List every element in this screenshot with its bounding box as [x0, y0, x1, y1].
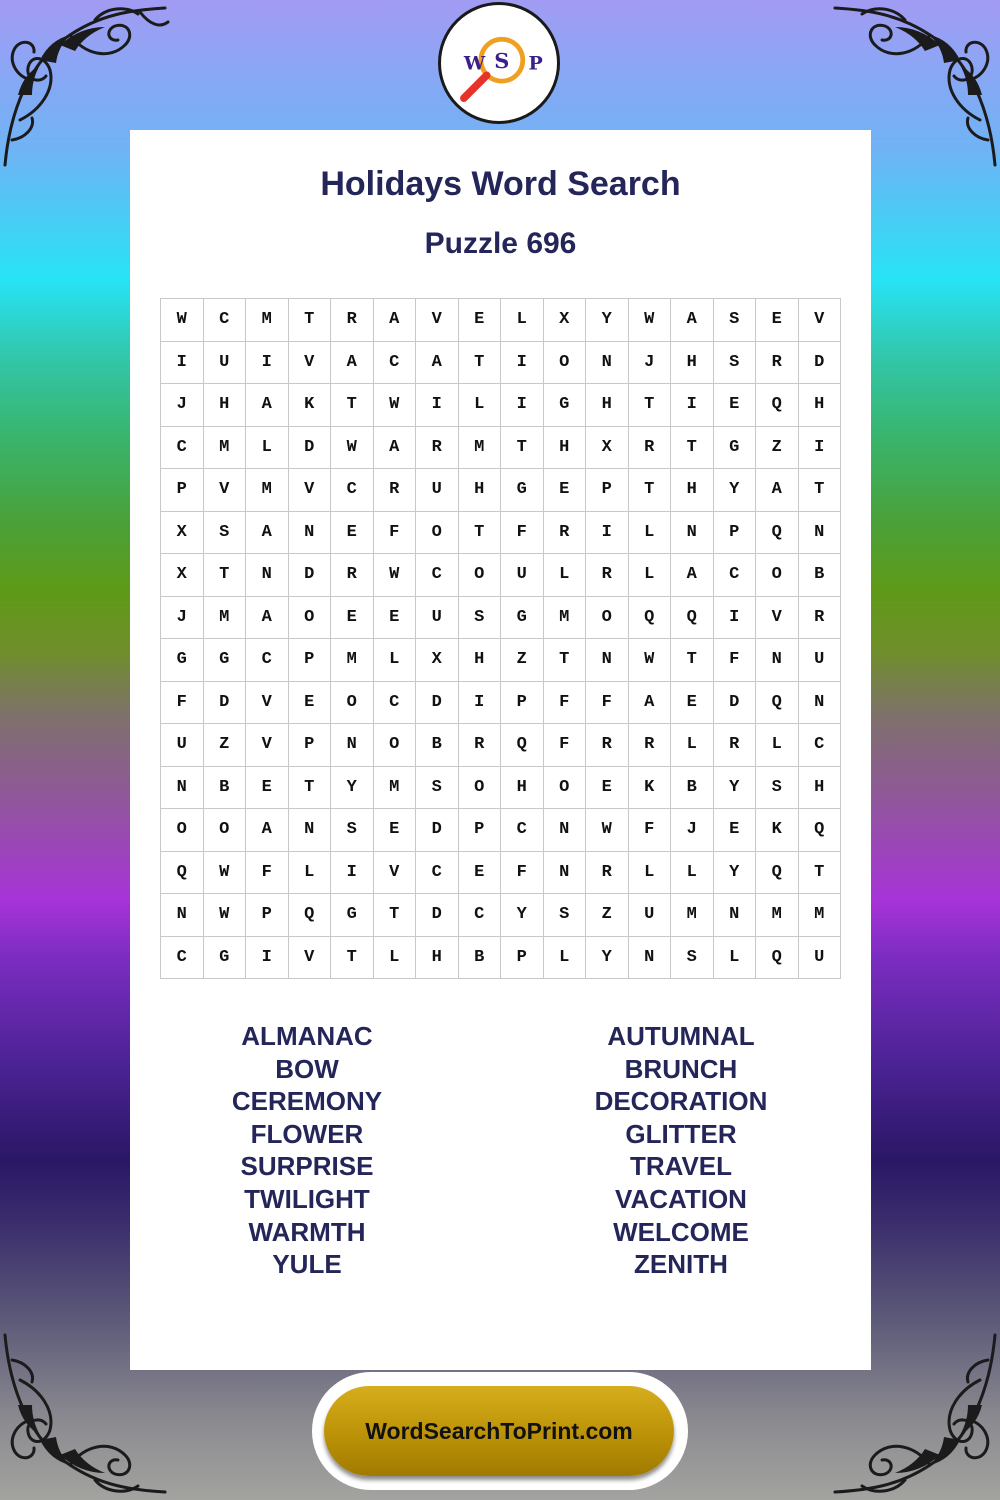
grid-cell[interactable]: U	[501, 554, 544, 597]
grid-cell[interactable]: C	[501, 809, 544, 852]
grid-cell[interactable]: M	[331, 639, 374, 682]
grid-cell[interactable]: Z	[501, 639, 544, 682]
grid-cell[interactable]: F	[501, 512, 544, 555]
grid-cell[interactable]: N	[331, 724, 374, 767]
grid-cell[interactable]: X	[161, 512, 204, 555]
grid-cell[interactable]: N	[246, 554, 289, 597]
grid-cell[interactable]: T	[799, 852, 842, 895]
grid-cell[interactable]: A	[374, 427, 417, 470]
grid-cell[interactable]: L	[459, 384, 502, 427]
grid-cell[interactable]: C	[416, 554, 459, 597]
grid-cell[interactable]: B	[799, 554, 842, 597]
grid-cell[interactable]: F	[246, 852, 289, 895]
grid-cell[interactable]: S	[204, 512, 247, 555]
grid-cell[interactable]: J	[671, 809, 714, 852]
grid-cell[interactable]: N	[161, 894, 204, 937]
grid-cell[interactable]: D	[204, 682, 247, 725]
grid-cell[interactable]: P	[501, 937, 544, 980]
grid-cell[interactable]: L	[544, 554, 587, 597]
grid-cell[interactable]: T	[374, 894, 417, 937]
grid-cell[interactable]: T	[289, 767, 332, 810]
grid-cell[interactable]: N	[289, 512, 332, 555]
grid-cell[interactable]: E	[671, 682, 714, 725]
grid-cell[interactable]: Q	[756, 384, 799, 427]
magnifier-logo-icon	[441, 5, 557, 121]
grid-cell[interactable]: C	[374, 682, 417, 725]
footer-banner	[312, 1372, 688, 1490]
puzzle-number: Puzzle 696	[424, 227, 577, 260]
grid-cell[interactable]: N	[714, 894, 757, 937]
grid-cell[interactable]: Q	[161, 852, 204, 895]
grid-cell[interactable]: O	[374, 724, 417, 767]
grid-cell[interactable]: P	[459, 809, 502, 852]
grid-cell[interactable]: G	[161, 639, 204, 682]
word-list-item: AUTUMNAL	[607, 1021, 755, 1051]
grid-cell[interactable]: L	[671, 852, 714, 895]
word-list-item: SURPRISE	[240, 1151, 374, 1182]
grid-cell[interactable]: M	[246, 299, 289, 342]
grid-cell[interactable]: Y	[714, 767, 757, 810]
grid-cell[interactable]: T	[544, 639, 587, 682]
grid-cell[interactable]: I	[161, 342, 204, 385]
grid-cell[interactable]: V	[374, 852, 417, 895]
grid-cell[interactable]: P	[586, 469, 629, 512]
grid-cell[interactable]: U	[204, 342, 247, 385]
grid-cell[interactable]: A	[246, 809, 289, 852]
grid-cell[interactable]: C	[374, 342, 417, 385]
grid-cell[interactable]: O	[459, 767, 502, 810]
grid-cell[interactable]: V	[204, 469, 247, 512]
grid-cell[interactable]: I	[501, 342, 544, 385]
grid-cell[interactable]: T	[204, 554, 247, 597]
grid-cell[interactable]: N	[544, 852, 587, 895]
grid-cell[interactable]: R	[629, 724, 672, 767]
grid-cell[interactable]: F	[544, 682, 587, 725]
grid-cell[interactable]: V	[756, 597, 799, 640]
grid-cell[interactable]: Y	[331, 767, 374, 810]
grid-cell[interactable]: R	[629, 427, 672, 470]
grid-cell[interactable]: F	[629, 809, 672, 852]
logo-letter-w: W	[463, 52, 486, 75]
grid-cell[interactable]: W	[204, 894, 247, 937]
grid-cell[interactable]: E	[459, 852, 502, 895]
grid-cell[interactable]: K	[756, 809, 799, 852]
grid-cell[interactable]: A	[246, 384, 289, 427]
word-list-item: CEREMONY	[231, 1086, 383, 1117]
grid-cell[interactable]: D	[416, 894, 459, 937]
grid-cell[interactable]: G	[204, 937, 247, 980]
grid-cell[interactable]: J	[629, 342, 672, 385]
grid-cell[interactable]: F	[544, 724, 587, 767]
grid-cell[interactable]: L	[756, 724, 799, 767]
grid-cell[interactable]: R	[331, 299, 374, 342]
grid-cell[interactable]: D	[289, 427, 332, 470]
grid-cell[interactable]: N	[799, 682, 842, 725]
word-list	[130, 1020, 871, 1281]
logo-letter-p: P	[528, 52, 543, 75]
word-list-item: BOW	[275, 1053, 339, 1084]
grid-cell[interactable]: Q	[629, 597, 672, 640]
grid-cell[interactable]: H	[459, 639, 502, 682]
grid-cell[interactable]: G	[331, 894, 374, 937]
grid-cell[interactable]: X	[161, 554, 204, 597]
grid-cell[interactable]: Q	[756, 937, 799, 980]
grid-cell[interactable]: O	[161, 809, 204, 852]
grid-cell[interactable]: H	[799, 384, 842, 427]
grid-cell[interactable]: P	[289, 724, 332, 767]
grid-cell[interactable]: A	[629, 682, 672, 725]
grid-cell[interactable]: O	[544, 342, 587, 385]
grid-cell[interactable]: P	[161, 469, 204, 512]
grid-cell[interactable]: U	[799, 937, 842, 980]
grid-cell[interactable]: P	[289, 639, 332, 682]
grid-cell[interactable]: I	[416, 384, 459, 427]
grid-cell[interactable]: N	[544, 809, 587, 852]
grid-cell[interactable]: W	[374, 384, 417, 427]
grid-cell[interactable]: E	[586, 767, 629, 810]
grid-cell[interactable]: G	[204, 639, 247, 682]
grid-cell[interactable]: B	[204, 767, 247, 810]
grid-cell[interactable]: S	[459, 597, 502, 640]
grid-cell[interactable]: C	[331, 469, 374, 512]
grid-cell[interactable]: I	[799, 427, 842, 470]
grid-cell[interactable]: A	[756, 469, 799, 512]
grid-cell[interactable]: Y	[714, 469, 757, 512]
grid-cell[interactable]: E	[459, 299, 502, 342]
grid-cell[interactable]: E	[374, 597, 417, 640]
grid-cell[interactable]: E	[714, 809, 757, 852]
grid-cell[interactable]: U	[416, 469, 459, 512]
grid-cell[interactable]: Y	[714, 852, 757, 895]
word-list-item: FLOWER	[250, 1118, 364, 1149]
grid-cell[interactable]: C	[161, 427, 204, 470]
grid-cell[interactable]: Y	[586, 299, 629, 342]
grid-cell[interactable]: L	[544, 937, 587, 980]
grid-cell[interactable]: O	[331, 682, 374, 725]
grid-cell[interactable]: E	[544, 469, 587, 512]
grid-cell[interactable]: N	[289, 809, 332, 852]
grid-cell[interactable]: T	[671, 427, 714, 470]
grid-cell[interactable]: R	[586, 724, 629, 767]
grid-cell[interactable]: N	[586, 639, 629, 682]
grid-cell[interactable]: U	[161, 724, 204, 767]
grid-cell[interactable]: Z	[586, 894, 629, 937]
grid-cell[interactable]: A	[246, 597, 289, 640]
grid-cell[interactable]: F	[586, 682, 629, 725]
grid-cell[interactable]: B	[671, 767, 714, 810]
grid-cell[interactable]: L	[629, 512, 672, 555]
grid-cell[interactable]: H	[671, 469, 714, 512]
grid-cell[interactable]: A	[374, 299, 417, 342]
grid-cell[interactable]: M	[544, 597, 587, 640]
grid-cell[interactable]: I	[246, 937, 289, 980]
grid-cell[interactable]: A	[331, 342, 374, 385]
grid-cell[interactable]: P	[714, 512, 757, 555]
word-list-item: YULE	[272, 1249, 342, 1280]
grid-cell[interactable]: Q	[756, 512, 799, 555]
grid-cell[interactable]: M	[246, 469, 289, 512]
grid-cell[interactable]: W	[586, 809, 629, 852]
grid-cell[interactable]: F	[374, 512, 417, 555]
grid-cell[interactable]: D	[799, 342, 842, 385]
grid-cell[interactable]: B	[459, 937, 502, 980]
grid-cell[interactable]: N	[161, 767, 204, 810]
grid-cell[interactable]: O	[586, 597, 629, 640]
grid-cell[interactable]: G	[501, 597, 544, 640]
grid-cell[interactable]: J	[161, 597, 204, 640]
grid-cell[interactable]: L	[714, 937, 757, 980]
grid-cell[interactable]: D	[416, 682, 459, 725]
grid-cell[interactable]: D	[416, 809, 459, 852]
grid-cell[interactable]: Q	[756, 682, 799, 725]
grid-cell[interactable]: Q	[671, 597, 714, 640]
grid-cell[interactable]: O	[289, 597, 332, 640]
grid-cell[interactable]: U	[799, 639, 842, 682]
grid-cell[interactable]: C	[246, 639, 289, 682]
grid-cell[interactable]: H	[501, 767, 544, 810]
grid-cell[interactable]: Z	[756, 427, 799, 470]
grid-cell[interactable]: R	[586, 852, 629, 895]
grid-cell[interactable]: I	[246, 342, 289, 385]
grid-cell[interactable]: T	[629, 384, 672, 427]
letter-grid	[160, 298, 841, 979]
word-list-item: ALMANAC	[241, 1021, 373, 1051]
grid-cell[interactable]: O	[416, 512, 459, 555]
site-link-label: WordSearchToPrint.com	[365, 1417, 633, 1444]
word-list-item: GLITTER	[625, 1118, 737, 1149]
grid-cell[interactable]: S	[416, 767, 459, 810]
grid-cell[interactable]: V	[246, 682, 289, 725]
word-list-item: DECORATION	[594, 1086, 768, 1117]
grid-cell[interactable]: S	[671, 937, 714, 980]
grid-cell[interactable]: E	[246, 767, 289, 810]
grid-cell[interactable]: P	[501, 682, 544, 725]
grid-cell[interactable]: L	[671, 724, 714, 767]
grid-cell[interactable]: G	[544, 384, 587, 427]
grid-cell[interactable]: G	[714, 427, 757, 470]
grid-cell[interactable]: W	[331, 427, 374, 470]
grid-cell[interactable]: R	[586, 554, 629, 597]
word-list-item: VACATION	[615, 1183, 747, 1214]
grid-cell[interactable]: D	[714, 682, 757, 725]
grid-cell[interactable]: I	[331, 852, 374, 895]
grid-cell[interactable]: I	[671, 384, 714, 427]
logo-letter-s: S	[494, 47, 510, 73]
grid-cell[interactable]: E	[714, 384, 757, 427]
grid-cell[interactable]: T	[459, 342, 502, 385]
word-list-item: TRAVEL	[629, 1151, 733, 1182]
grid-cell[interactable]: T	[459, 512, 502, 555]
grid-cell[interactable]: R	[544, 512, 587, 555]
grid-cell[interactable]: L	[374, 639, 417, 682]
grid-cell[interactable]: T	[671, 639, 714, 682]
grid-cell[interactable]: C	[204, 299, 247, 342]
grid-cell[interactable]: R	[459, 724, 502, 767]
grid-cell[interactable]: H	[671, 342, 714, 385]
grid-cell[interactable]: Q	[501, 724, 544, 767]
grid-cell[interactable]: F	[161, 682, 204, 725]
grid-cell[interactable]: O	[756, 554, 799, 597]
grid-cell[interactable]: C	[714, 554, 757, 597]
grid-cell[interactable]: L	[629, 554, 672, 597]
grid-cell[interactable]: N	[756, 639, 799, 682]
grid-cell[interactable]: B	[416, 724, 459, 767]
grid-cell[interactable]: I	[459, 682, 502, 725]
grid-cell[interactable]: E	[374, 809, 417, 852]
grid-cell[interactable]: W	[204, 852, 247, 895]
grid-cell[interactable]: I	[586, 512, 629, 555]
grid-cell[interactable]: M	[671, 894, 714, 937]
word-list-item: WELCOME	[613, 1216, 749, 1247]
grid-cell[interactable]: Z	[204, 724, 247, 767]
grid-cell[interactable]: V	[289, 937, 332, 980]
grid-cell[interactable]: M	[799, 894, 842, 937]
grid-cell[interactable]: Q	[756, 852, 799, 895]
grid-cell[interactable]: V	[289, 342, 332, 385]
grid-cell[interactable]: C	[416, 852, 459, 895]
grid-cell[interactable]: L	[374, 937, 417, 980]
grid-cell[interactable]: A	[416, 342, 459, 385]
grid-cell[interactable]: M	[204, 427, 247, 470]
grid-cell[interactable]: C	[459, 894, 502, 937]
grid-cell[interactable]: W	[629, 639, 672, 682]
grid-cell[interactable]: N	[586, 342, 629, 385]
grid-cell[interactable]: A	[671, 299, 714, 342]
grid-cell[interactable]: X	[544, 299, 587, 342]
grid-cell[interactable]: F	[714, 639, 757, 682]
grid-cell[interactable]: L	[246, 427, 289, 470]
grid-cell[interactable]: T	[501, 427, 544, 470]
grid-cell[interactable]: I	[714, 597, 757, 640]
grid-cell[interactable]: G	[501, 469, 544, 512]
grid-cell[interactable]: H	[799, 767, 842, 810]
grid-cell[interactable]: P	[246, 894, 289, 937]
grid-cell[interactable]: I	[501, 384, 544, 427]
grid-cell[interactable]: R	[331, 554, 374, 597]
grid-cell[interactable]: V	[416, 299, 459, 342]
grid-cell[interactable]: S	[544, 894, 587, 937]
grid-cell[interactable]: T	[331, 937, 374, 980]
grid-cell[interactable]: O	[544, 767, 587, 810]
grid-cell[interactable]: V	[246, 724, 289, 767]
grid-cell[interactable]: N	[671, 512, 714, 555]
grid-cell[interactable]: M	[756, 894, 799, 937]
grid-cell[interactable]: E	[331, 597, 374, 640]
grid-cell[interactable]: T	[629, 469, 672, 512]
grid-cell[interactable]: C	[799, 724, 842, 767]
page-title: Holidays Word Search	[320, 165, 681, 203]
grid-cell[interactable]: S	[714, 299, 757, 342]
grid-cell[interactable]: H	[544, 427, 587, 470]
grid-cell[interactable]: R	[416, 427, 459, 470]
grid-cell[interactable]: H	[459, 469, 502, 512]
grid-cell[interactable]: Q	[799, 809, 842, 852]
grid-cell[interactable]: R	[756, 342, 799, 385]
grid-cell[interactable]: V	[289, 469, 332, 512]
grid-cell[interactable]: K	[289, 384, 332, 427]
grid-cell[interactable]: Q	[289, 894, 332, 937]
grid-cell[interactable]: K	[629, 767, 672, 810]
site-logo[interactable]	[438, 2, 560, 124]
grid-cell[interactable]: E	[289, 682, 332, 725]
grid-cell[interactable]: L	[629, 852, 672, 895]
grid-cell[interactable]: S	[756, 767, 799, 810]
grid-cell[interactable]: X	[416, 639, 459, 682]
grid-cell[interactable]: M	[459, 427, 502, 470]
grid-cell[interactable]: W	[629, 299, 672, 342]
grid-cell[interactable]: C	[161, 937, 204, 980]
grid-cell[interactable]: E	[756, 299, 799, 342]
grid-cell[interactable]: Y	[501, 894, 544, 937]
grid-cell[interactable]: S	[331, 809, 374, 852]
puzzle-sheet	[130, 130, 871, 1370]
word-list-item: ZENITH	[634, 1249, 728, 1280]
grid-cell[interactable]: T	[289, 299, 332, 342]
grid-cell[interactable]: S	[714, 342, 757, 385]
grid-cell[interactable]: N	[629, 937, 672, 980]
word-list-left	[122, 1020, 492, 1281]
grid-cell[interactable]: D	[289, 554, 332, 597]
grid-cell[interactable]: L	[501, 299, 544, 342]
grid-cell[interactable]: A	[671, 554, 714, 597]
grid-cell[interactable]: U	[629, 894, 672, 937]
grid-cell[interactable]: H	[586, 384, 629, 427]
grid-cell[interactable]: E	[331, 512, 374, 555]
word-list-right	[496, 1020, 866, 1281]
grid-cell[interactable]: R	[374, 469, 417, 512]
grid-cell[interactable]: A	[246, 512, 289, 555]
grid-cell[interactable]: U	[416, 597, 459, 640]
grid-cell[interactable]: M	[374, 767, 417, 810]
word-list-item: BRUNCH	[624, 1053, 738, 1084]
grid-cell[interactable]: O	[204, 809, 247, 852]
grid-cell[interactable]: H	[416, 937, 459, 980]
word-list-item: TWILIGHT	[244, 1183, 370, 1214]
grid-cell[interactable]: T	[799, 469, 842, 512]
grid-cell[interactable]: H	[204, 384, 247, 427]
grid-cell[interactable]: X	[586, 427, 629, 470]
grid-cell[interactable]: F	[501, 852, 544, 895]
word-list-item: WARMTH	[248, 1216, 366, 1247]
grid-cell[interactable]: W	[161, 299, 204, 342]
grid-cell[interactable]: J	[161, 384, 204, 427]
grid-cell[interactable]: T	[331, 384, 374, 427]
grid-cell[interactable]: R	[799, 597, 842, 640]
grid-cell[interactable]: R	[714, 724, 757, 767]
grid-cell[interactable]: V	[799, 299, 842, 342]
grid-cell[interactable]: L	[289, 852, 332, 895]
site-link-button[interactable]	[324, 1386, 674, 1476]
grid-cell[interactable]: M	[204, 597, 247, 640]
grid-cell[interactable]: Y	[586, 937, 629, 980]
grid-cell[interactable]: W	[374, 554, 417, 597]
grid-cell[interactable]: O	[459, 554, 502, 597]
grid-cell[interactable]: N	[799, 512, 842, 555]
